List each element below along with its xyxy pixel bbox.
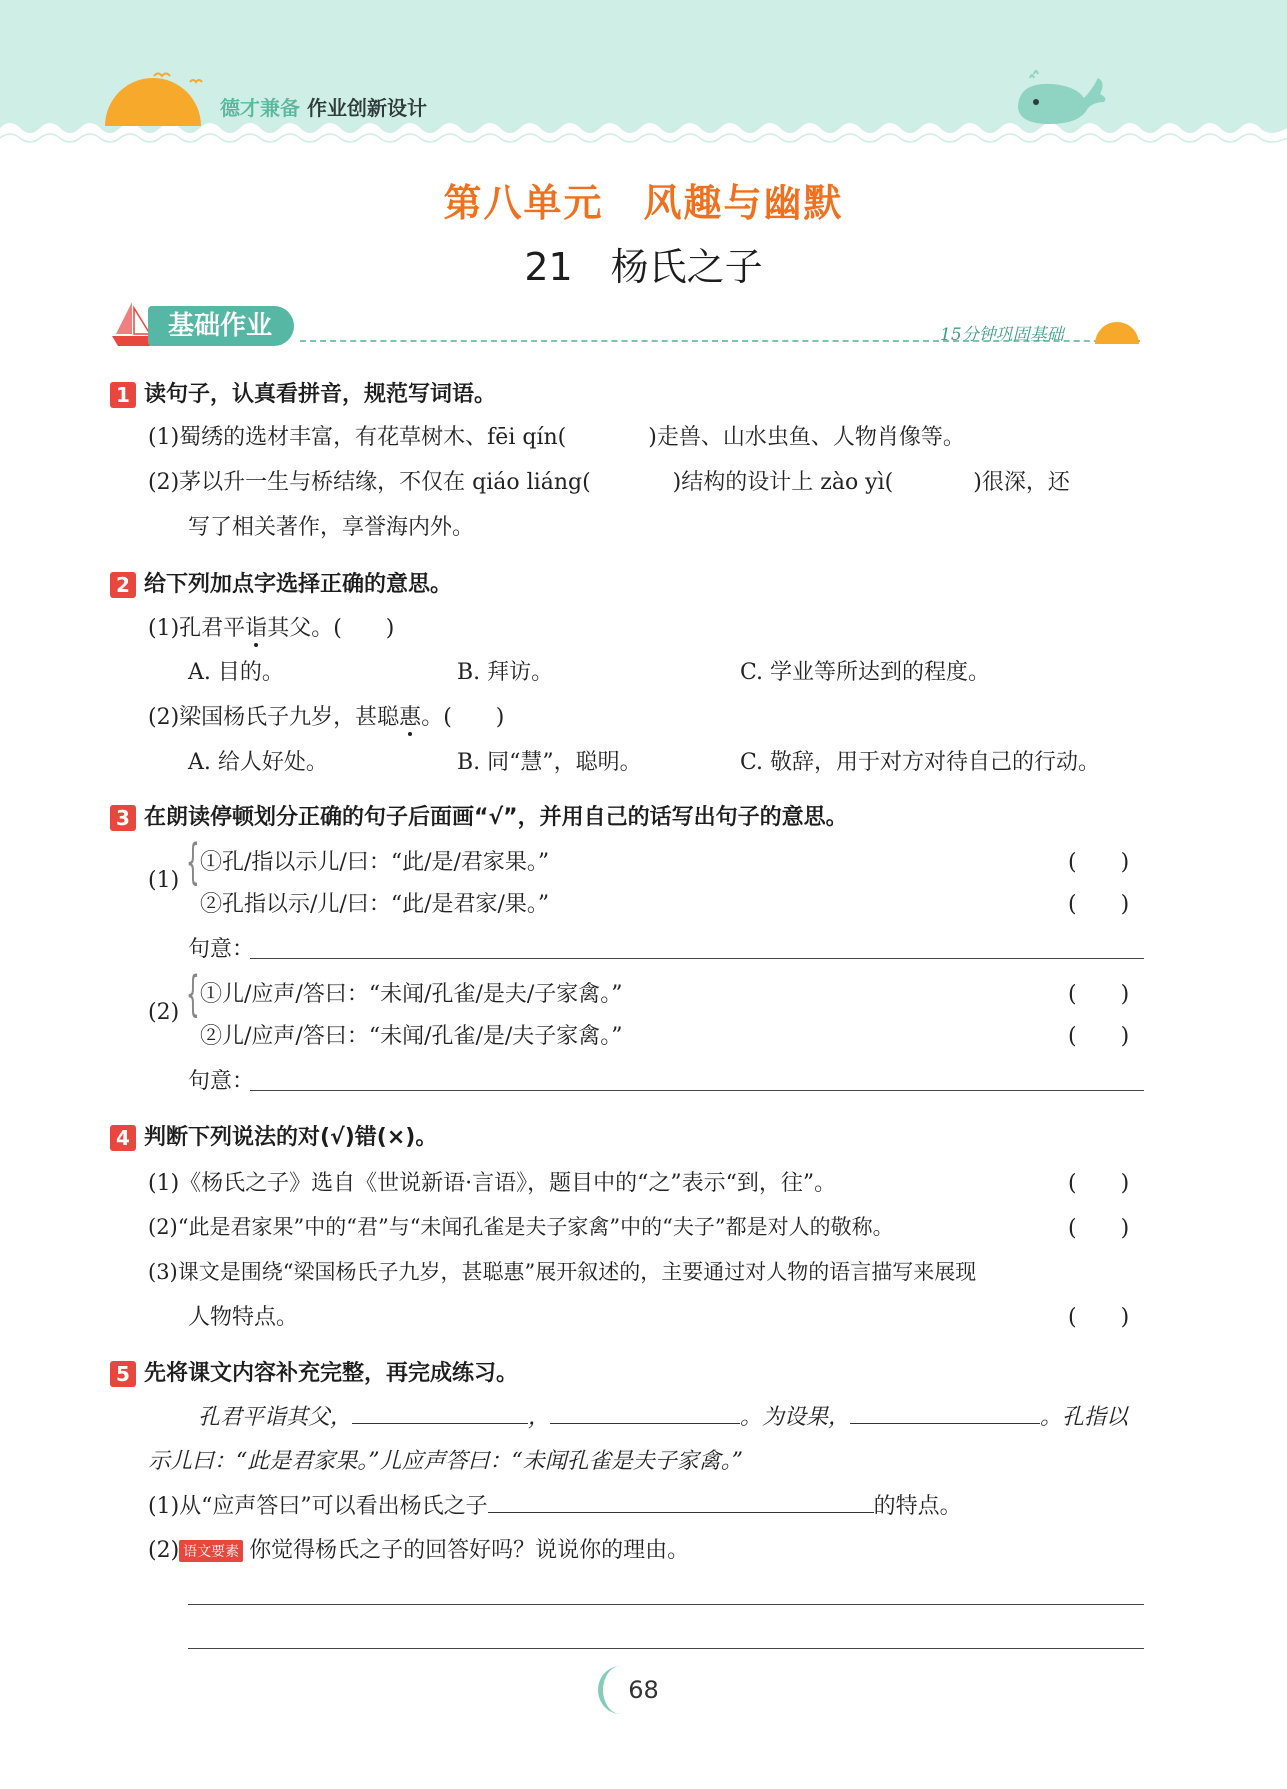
question-2-heading: 2 给下列加点字选择正确的意思。 (110, 567, 452, 598)
question-2-title: 给下列加点字选择正确的意思。 (144, 572, 453, 597)
q3-1-option-1: ①孔/指以示儿/曰：“此/是/君家果。” (200, 850, 550, 875)
lesson-title: 21 杨氏之子 (524, 245, 763, 289)
brace-icon: { (186, 834, 200, 890)
q2-1-option-c: C. 学业等所达到的程度。 (740, 660, 991, 685)
answer-paren: ( ) (1068, 892, 1130, 917)
question-5-title: 先将课文内容补充完整，再完成练习。 (144, 1361, 519, 1386)
q1-line-1: (1)蜀绣的选材丰富，有花草树木、fēi qín( )走兽、山水虫鱼、人物肖像等。 (148, 425, 965, 450)
answer-paren: ( ) (1068, 982, 1130, 1007)
q3-group-1-label: (1) (148, 868, 180, 893)
question-1-title: 读句子，认真看拼音，规范写词语。 (144, 382, 497, 407)
section-time-note: 15分钟巩固基础 (940, 325, 1064, 345)
question-5-heading: 5 先将课文内容补充完整，再完成练习。 (110, 1356, 518, 1387)
q3-2-option-1: ①儿/应声/答曰：“未闻/孔雀/是夫/子家禽。” (200, 982, 623, 1007)
answer-paren: ( ) (1068, 1305, 1130, 1330)
q3-group-2-label: (2) (148, 1000, 180, 1025)
question-4-heading: 4 判断下列说法的对(√)错(×)。 (110, 1120, 437, 1151)
q2-sentence-1: (1)孔君平诣其父。( ) (148, 616, 395, 641)
q5-passage-line-2: 示儿曰：“此是君家果。”儿应声答曰：“未闻孔雀是夫子家禽。” (148, 1449, 743, 1474)
page-number: 68 (628, 1676, 659, 1704)
answer-paren: ( ) (1068, 1024, 1130, 1049)
q4-item-3: (3)课文是围绕“梁国杨氏子九岁，甚聪惠”展开叙述的，主要通过对人物的语言描写来展现 (148, 1260, 977, 1284)
series-brand: 德才兼备 作业创新设计 (220, 96, 427, 120)
answer-paren: ( ) (1068, 1171, 1130, 1196)
answer-paren: ( ) (1068, 850, 1130, 875)
q4-item-2: (2)“此是君家果”中的“君”与“未闻孔雀是夫子家禽”中的“夫子”都是对人的敬称。 (148, 1215, 894, 1239)
q3-2-option-2: ②儿/应声/答曰：“未闻/孔雀/是/夫子家禽。” (200, 1024, 623, 1049)
q2-2-option-c: C. 敬辞，用于对方对待自己的行动。 (740, 750, 1101, 775)
meaning-label: 句意： (188, 937, 255, 962)
section-label: 基础作业 (148, 306, 294, 346)
dotted-character: 惠 (399, 705, 422, 730)
q2-2-option-a: A. 给人好处。 (188, 750, 328, 775)
fill-blank[interactable] (550, 1423, 740, 1424)
question-3-title: 在朗读停顿划分正确的句子后面画“√”，并用自己的话写出句子的意思。 (144, 805, 848, 830)
q2-2-option-b: B. 同“慧”，聪明。 (457, 750, 642, 775)
dotted-character: 诣 (245, 616, 268, 641)
birds-icon (150, 62, 210, 92)
answer-line[interactable] (188, 1604, 1144, 1605)
q3-1-option-2: ②孔指以示/儿/曰：“此/是君家/果。” (200, 892, 550, 917)
q1-line-3: 写了相关著作，享誉海内外。 (188, 515, 475, 540)
q2-sentence-2: (2)梁国杨氏子九岁，甚聪惠。( ) (148, 705, 505, 730)
unit-title: 第八单元 风趣与幽默 (443, 181, 844, 225)
question-1-heading (110, 377, 496, 408)
q2-1-option-b: B. 拜访。 (457, 660, 554, 685)
fill-blank[interactable] (850, 1423, 1040, 1424)
whale-icon (1010, 68, 1110, 130)
q5-sub-2: (2) 语文要素 你觉得杨氏之子的回答好吗？说说你的理由。 (148, 1538, 690, 1563)
question-3-heading: 3 在朗读停顿划分正确的句子后面画“√”，并用自己的话写出句子的意思。 (110, 800, 848, 831)
language-element-badge: 语文要素 (179, 1540, 243, 1562)
answer-paren: ( ) (1068, 1216, 1130, 1241)
meaning-label: 句意： (188, 1069, 255, 1094)
answer-line[interactable] (250, 1090, 1144, 1091)
q5-passage-line-1: 孔君平诣其父， ， 。为设果， 。孔指以 (198, 1405, 1129, 1430)
fill-blank[interactable] (352, 1423, 528, 1424)
q5-sub-1: (1)从“应声答曰”可以看出杨氏之子 的特点。 (148, 1494, 962, 1519)
sun-small-icon (1095, 322, 1139, 344)
answer-line[interactable] (250, 958, 1144, 959)
q1-line-2: (2)茅以升一生与桥结缘，不仅在 qiáo liáng( )结构的设计上 zào yì( )很深，还 (148, 470, 1070, 495)
q4-item-1: (1)《杨氏之子》选自《世说新语·言语》，题目中的“之”表示“到，往”。 (148, 1171, 837, 1196)
fill-blank[interactable] (488, 1512, 874, 1513)
brace-icon: { (186, 966, 200, 1022)
question-number: 1 (110, 382, 136, 408)
answer-line[interactable] (188, 1648, 1144, 1649)
question-4-title: 判断下列说法的对(√)错(×)。 (144, 1125, 438, 1150)
q4-item-3-cont: 人物特点。 (188, 1305, 299, 1330)
q2-1-option-a: A. 目的。 (188, 660, 284, 685)
